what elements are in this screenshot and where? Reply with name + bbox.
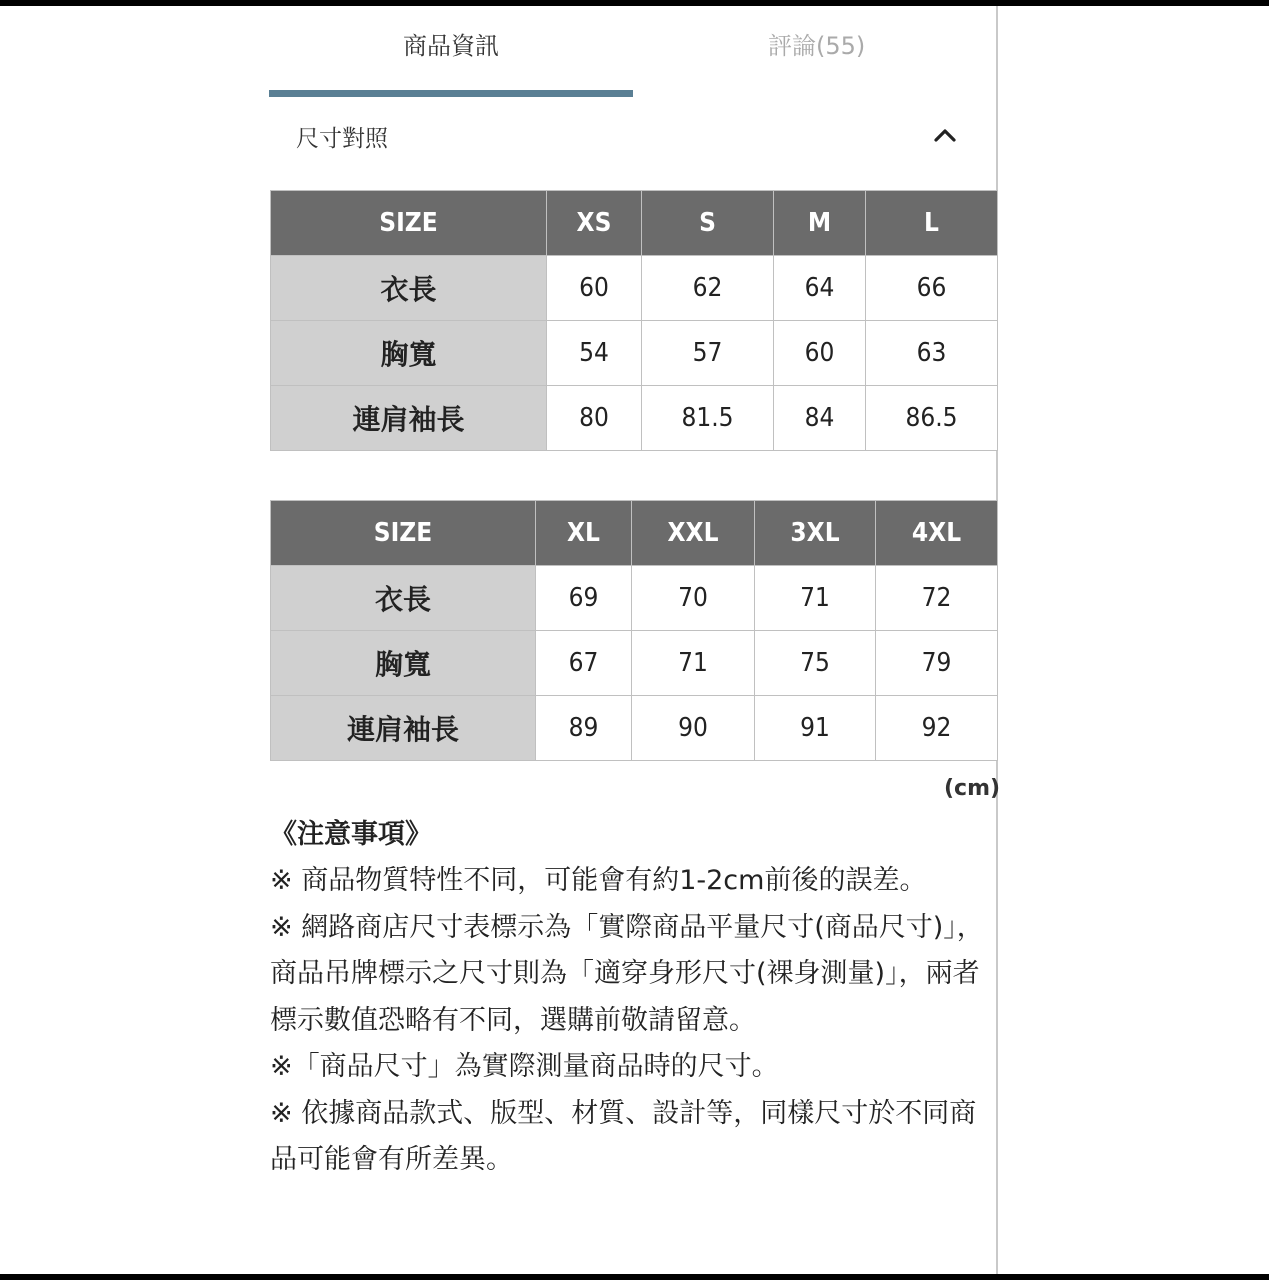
- table-header-row: [271, 191, 998, 256]
- header-cell: 4XL: [876, 501, 998, 566]
- header-cell: XXL: [632, 501, 755, 566]
- table-row: [271, 256, 998, 321]
- table-cell: 75: [755, 631, 876, 696]
- table-cell: 71: [632, 631, 755, 696]
- table-cell: 90: [632, 696, 755, 761]
- row-label: 衣長: [271, 566, 536, 631]
- table-cell: 81.5: [642, 386, 774, 451]
- table-cell: 89: [536, 696, 632, 761]
- table-cell: 60: [547, 256, 642, 321]
- table-cell: 84: [774, 386, 866, 451]
- header-cell: L: [866, 191, 998, 256]
- table-cell: 80: [547, 386, 642, 451]
- row-label: 衣長: [271, 256, 547, 321]
- table-cell: 92: [876, 696, 998, 761]
- table-cell: 70: [632, 566, 755, 631]
- table-header-row: [271, 501, 998, 566]
- header-cell: S: [642, 191, 774, 256]
- tab-reviews[interactable]: 評論(55): [768, 32, 866, 60]
- note-item: ※ 網路商店尺寸表標示為「實際商品平量尺寸(商品尺寸)」，商品吊牌標示之尺寸則為「適穿身形尺寸(裸身測量)」，兩者標示數值恐略有不同，選購前敬請留意。: [270, 911, 984, 1036]
- table-cell: 86.5: [866, 386, 998, 451]
- note-item: ※ 依據商品款式、版型、材質、設計等，同樣尺寸於不同商品可能會有所差異。: [270, 1097, 977, 1175]
- table-row: [271, 321, 998, 386]
- header-cell: SIZE: [271, 191, 547, 256]
- header-cell: 3XL: [755, 501, 876, 566]
- header-cell: M: [774, 191, 866, 256]
- table-cell: 60: [774, 321, 866, 386]
- chevron-up-icon[interactable]: [930, 120, 960, 150]
- size-chart-section-title[interactable]: 尺寸對照: [296, 126, 388, 152]
- unit-label: (cm): [944, 776, 1001, 801]
- row-label: 胸寬: [271, 321, 547, 386]
- table-cell: 54: [547, 321, 642, 386]
- table-cell: 57: [642, 321, 774, 386]
- row-label: 胸寬: [271, 631, 536, 696]
- size-table-1: [270, 190, 998, 451]
- active-tab-indicator: [269, 90, 633, 97]
- table-cell: 79: [876, 631, 998, 696]
- notes-list: [270, 858, 1000, 1184]
- table-row: [271, 696, 998, 761]
- notes-section: [270, 812, 1000, 1184]
- table-cell: 72: [876, 566, 998, 631]
- table-row: [271, 386, 998, 451]
- table-cell: 71: [755, 566, 876, 631]
- table-cell: 69: [536, 566, 632, 631]
- tab-product-info[interactable]: 商品資訊: [403, 32, 499, 60]
- table-cell: 67: [536, 631, 632, 696]
- table-cell: 62: [642, 256, 774, 321]
- header-cell: XS: [547, 191, 642, 256]
- size-table-2: [270, 500, 998, 761]
- table-cell: 91: [755, 696, 876, 761]
- table-cell: 63: [866, 321, 998, 386]
- row-label: 連肩袖長: [271, 696, 536, 761]
- header-cell: SIZE: [271, 501, 536, 566]
- table-cell: 66: [866, 256, 998, 321]
- table-row: [271, 631, 998, 696]
- note-item: ※ 商品物質特性不同，可能會有約1-2cm前後的誤差。: [270, 865, 927, 896]
- note-item: ※「商品尺寸」為實際測量商品時的尺寸。: [270, 1051, 779, 1082]
- table-cell: 64: [774, 256, 866, 321]
- table-row: [271, 566, 998, 631]
- product-detail-page: [0, 6, 1269, 1274]
- header-cell: XL: [536, 501, 632, 566]
- row-label: 連肩袖長: [271, 386, 547, 451]
- notes-title: 《注意事項》: [270, 819, 432, 850]
